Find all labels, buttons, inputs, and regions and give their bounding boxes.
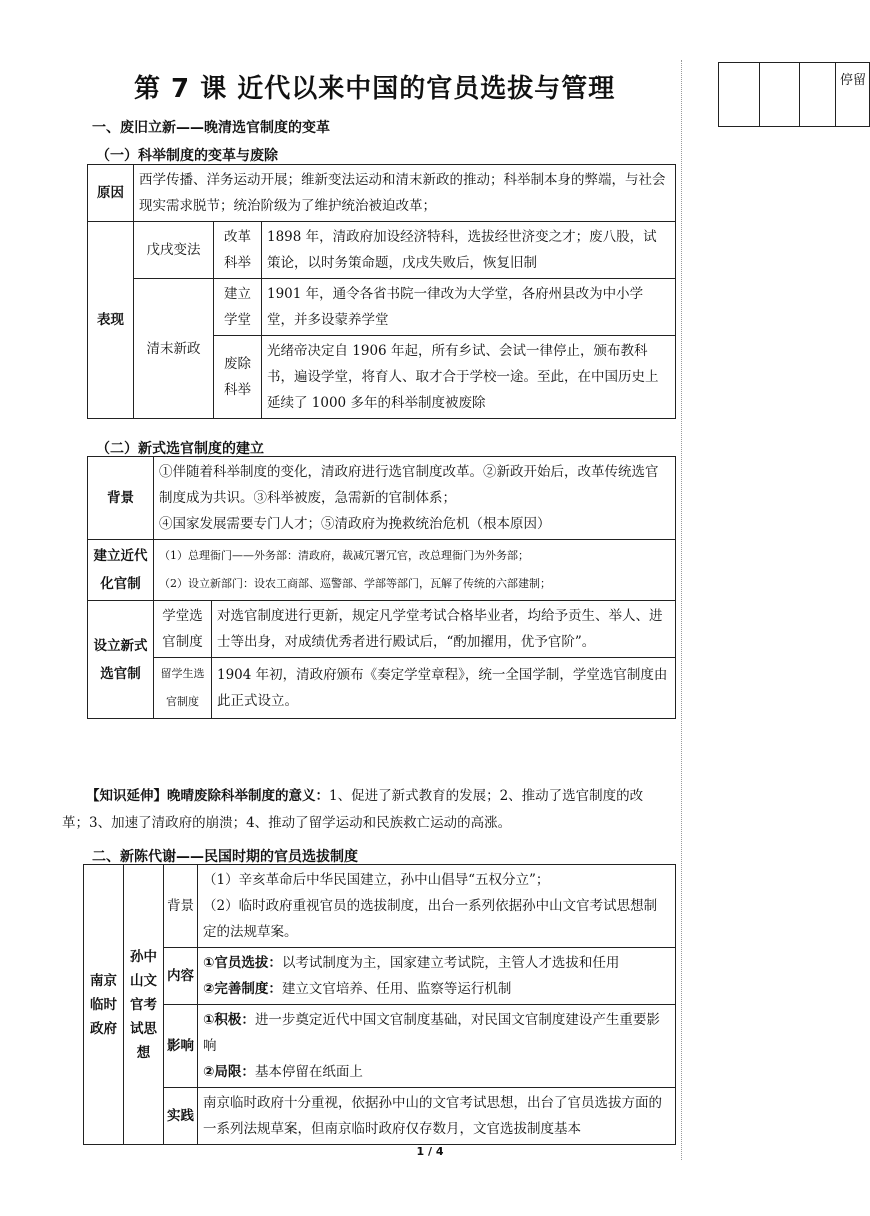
bg-text-1: ①伴随着科举制度的变化，清政府进行选官制度改革。②新政开始后，改革传统选官制度成为共识。③科举被废，急需新的官制体系；	[159, 464, 659, 506]
knowledge-extension	[62, 783, 668, 837]
section1-sub1-heading: （一）科举制度的变革与废除	[96, 148, 278, 164]
bg-text	[154, 457, 676, 540]
content-text-1: 以考试制度为主，国家建立考试院，主管人才选拔和任用	[281, 955, 620, 971]
impact-key-1: ①积极：	[203, 1012, 255, 1028]
s2-bg-text-2: （2）临时政府重视官员的选拔制度，出台一系列依据孙中山文官考试思想制定的法规草案。	[203, 898, 658, 940]
new-system-label: 设立新式选官制	[88, 601, 154, 719]
wuxu-text: 1898 年，清政府加设经济特科，选拔经世济变之才；废八股，试策论，以时务策命题，戊戌失败后，恢复旧制	[262, 222, 676, 279]
abolish-item: 废除科举	[214, 336, 262, 419]
impact-text-2: 基本停留在纸面上	[254, 1064, 363, 1080]
new-official-system-table	[87, 456, 676, 719]
section1-sub2-heading: （二）新式选官制度的建立	[96, 441, 264, 457]
side-box-divider	[835, 63, 836, 126]
abolish-text: 光绪帝决定自 1906 年起，所有乡试、会试一律停止，颁布教科书，遍设学堂，将育人、取才合于学校一途。至此，在中国历史上延续了 1000 多年的科举制度被废除	[262, 336, 676, 419]
school-system-text: 对选官制度进行更新，规定凡学堂考试合格毕业者，均给予贡生、举人、进士等出身，对成绩优秀者进行殿试后，“酌加擢用，优予官阶”。	[212, 601, 676, 658]
keju-reform-table	[87, 164, 676, 419]
side-margin-box	[718, 62, 870, 127]
modern-text-1: （1）总理衙门——外务部：清政府，裁减冗署冗官，改总理衙门为外务部；	[159, 549, 529, 562]
reason-label: 原因	[88, 165, 134, 222]
wuxu-item: 改革科举	[214, 222, 262, 279]
wuxu-label: 戊戌变法	[134, 222, 214, 279]
side-box-label: 停留	[840, 73, 867, 88]
sun-thought-label: 孙中山文官考试思想	[124, 865, 164, 1145]
bg-label: 背景	[88, 457, 154, 540]
content-label: 内容	[164, 948, 198, 1005]
content-text-2: 建立文官培养、任用、监察等运行机制	[281, 981, 512, 997]
extension-text: 1、促进了新式教育的发展；2、推动了选官制度的改革；3、加速了清政府的崩溃；4、推动了留学运动和民族救亡运动的高涨。	[62, 788, 644, 831]
school-item: 建立学堂	[214, 279, 262, 336]
impact-text	[198, 1005, 676, 1088]
qingmo-label: 清末新政	[134, 279, 214, 419]
page-title: 第 7 课 近代以来中国的官员选拔与管理	[134, 74, 616, 104]
modern-system-text	[154, 540, 676, 601]
content-key-1: ①官员选拔：	[203, 955, 282, 971]
performance-label: 表现	[88, 222, 134, 419]
side-box-divider	[759, 63, 760, 126]
abroad-system-label: 留学生选官制度	[154, 658, 212, 719]
content-text	[198, 948, 676, 1005]
impact-key-2: ②局限：	[203, 1064, 255, 1080]
section1-heading: 一、废旧立新——晚清选官制度的变革	[92, 120, 330, 136]
column-divider	[681, 60, 682, 1160]
s2-bg-text	[198, 865, 676, 948]
reason-text: 西学传播、洋务运动开展；维新变法运动和清末新政的推动；科举制本身的弊端，与社会现实需求脱节；统治阶级为了维护统治被迫改革；	[134, 165, 676, 222]
modern-system-label: 建立近代化官制	[88, 540, 154, 601]
nanjing-gov-label: 南京临时政府	[84, 865, 124, 1145]
s2-bg-text-1: （1）辛亥革命后中华民国建立，孙中山倡导“五权分立”；	[203, 872, 550, 888]
s2-bg-label: 背景	[164, 865, 198, 948]
practice-text: 南京临时政府十分重视，依据孙中山的文官考试思想，出台了官员选拔方面的一系列法规草案，但南京临时政府仅存数月，文官选拔制度基本	[198, 1088, 676, 1145]
impact-label: 影响	[164, 1005, 198, 1088]
section2-heading: 二、新陈代谢——民国时期的官员选拔制度	[92, 849, 358, 865]
impact-text-1: 进一步奠定近代中国文官制度基础，对民国文官制度建设产生重要影响	[203, 1012, 660, 1054]
school-system-label: 学堂选官制度	[154, 601, 212, 658]
extension-label: 【知识延伸】晚晴废除科举制度的意义：	[86, 788, 329, 804]
nanjing-gov-table	[83, 864, 676, 1145]
bg-text-2: ④国家发展需要专门人才；⑤清政府为挽救统治危机（根本原因）	[159, 516, 551, 532]
modern-text-2: （2）设立新部门：设农工商部、巡警部、学部等部门，瓦解了传统的六部建制；	[159, 577, 551, 590]
side-box-divider	[799, 63, 800, 126]
practice-label: 实践	[164, 1088, 198, 1145]
school-text: 1901 年，通令各省书院一律改为大学堂，各府州县改为中小学堂，并多设蒙养学堂	[262, 279, 676, 336]
abroad-system-text: 1904 年初，清政府颁布《奏定学堂章程》，统一全国学制，学堂选官制度由此正式设立。	[212, 658, 676, 719]
page-number: 1 / 4	[416, 1145, 444, 1158]
content-key-2: ②完善制度：	[203, 981, 282, 997]
